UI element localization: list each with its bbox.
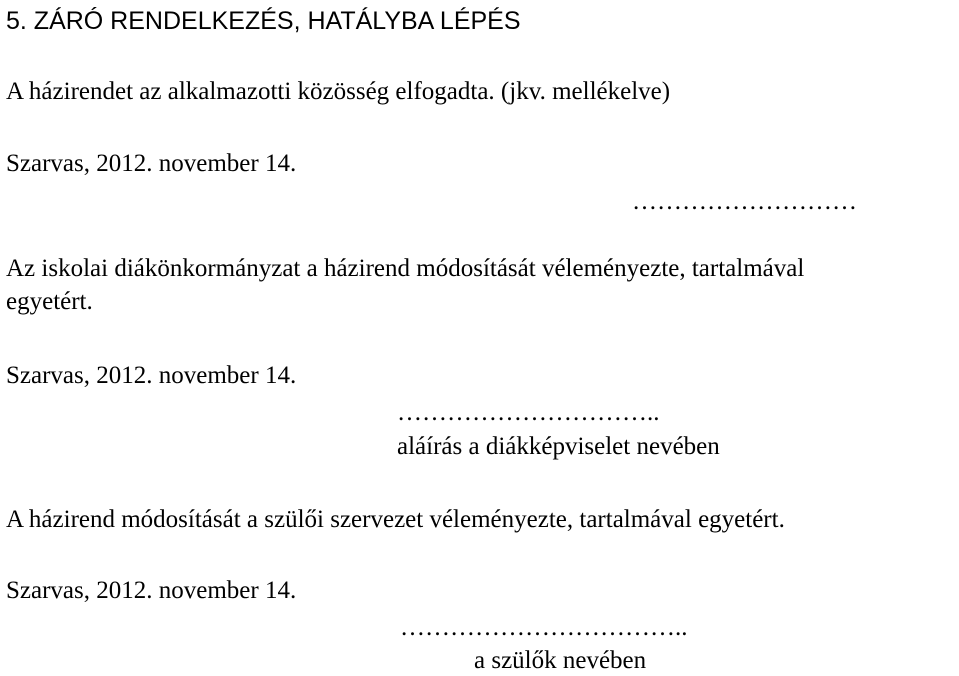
parents-statement: A házirend módosítását a szülői szervezet véleményezte, tartalmával egyetért. — [6, 506, 785, 533]
student-council-statement-line-1: Az iskolai diákönkormányzat a házirend módosítását véleményezte, tartalmával — [6, 255, 805, 282]
parents-signature-line: …………………………….. — [400, 614, 688, 641]
staff-approval-statement: A házirendet az alkalmazotti közösség elfogadta. (jkv. mellékelve) — [6, 78, 671, 105]
parents-place-date: Szarvas, 2012. november 14. — [6, 577, 297, 604]
student-council-signature-line: ………………………….. — [397, 399, 660, 426]
staff-place-date: Szarvas, 2012. november 14. — [6, 150, 297, 177]
section-heading: 5. ZÁRÓ RENDELKEZÉS, HATÁLYBA LÉPÉS — [6, 7, 521, 35]
student-council-signature-caption: aláírás a diákképviselet nevében — [397, 433, 720, 460]
student-council-place-date: Szarvas, 2012. november 14. — [6, 362, 297, 389]
parents-signature-caption: a szülők nevében — [474, 647, 647, 674]
student-council-statement-line-2: egyetért. — [6, 288, 93, 315]
staff-signature-line: ……………………… — [632, 188, 857, 215]
